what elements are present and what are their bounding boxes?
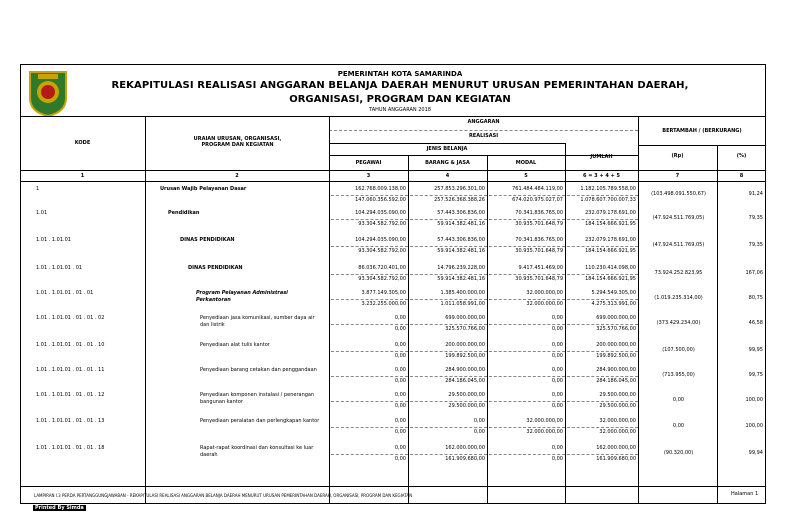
row-code: 1.01 . 1.01.01 <box>36 237 71 243</box>
realisasi-value: 32.000.000,00 <box>526 429 563 435</box>
footer-rule <box>20 486 766 487</box>
cell-divider <box>489 351 565 352</box>
realisasi-value: 199.892.500,00 <box>596 353 636 359</box>
cell-divider <box>489 299 565 300</box>
row-description: Program Pelayanan Administrasi Perkantoran <box>196 290 288 303</box>
cell-divider <box>489 324 565 325</box>
col-bertambah: BERTAMBAH / (BERKURANG) <box>662 128 742 134</box>
anggaran-value: 0,00 <box>551 342 563 348</box>
cell-divider <box>489 427 565 428</box>
difference-rp: (107.500,00) <box>662 347 695 353</box>
realisasi-value: 0,00 <box>551 378 563 384</box>
anggaran-value: 162.000.000,00 <box>445 445 485 451</box>
anggaran-value: 284.900.000,00 <box>445 367 485 373</box>
anggaran-value: 29.500.000,00 <box>448 392 485 398</box>
difference-rp: (47.924.511.769,05) <box>652 215 705 221</box>
cell-divider <box>410 299 487 300</box>
col-jumlah: JUMLAH <box>590 154 613 160</box>
cell-divider <box>331 351 408 352</box>
row-description: DINAS PENDIDIKAN <box>180 237 235 243</box>
anggaran-value: 0,00 <box>394 367 406 373</box>
difference-rp: (373.429.234,00) <box>656 320 701 326</box>
difference-pct: 100,00 <box>745 397 763 403</box>
cell-divider <box>567 246 638 247</box>
difference-rp: (47.924.511.769,05) <box>652 242 705 248</box>
difference-rp: (103.498.091.550,67) <box>651 191 706 197</box>
difference-rp: (90.320,00) <box>663 450 694 456</box>
cell-divider <box>567 401 638 402</box>
difference-rp: 73.924.252.823,95 <box>654 270 703 276</box>
row-description: Penyediaan peralatan dan perlengkapan kantor <box>200 418 320 424</box>
realisasi-value: 0,00 <box>551 456 563 462</box>
col-num-1: 1 <box>80 173 85 179</box>
cell-divider <box>410 195 487 196</box>
col-num-3: 3 <box>366 173 371 179</box>
anggaran-value: 32.000.000,00 <box>599 418 636 424</box>
realisasi-value: 1.011.058.991,00 <box>440 301 485 307</box>
realisasi-value: 32.000.000,00 <box>526 301 563 307</box>
cell-divider <box>489 195 565 196</box>
realisasi-value: 0,00 <box>551 326 563 332</box>
col-rp: (Rp) <box>671 153 684 159</box>
difference-rp: (713.955,00) <box>662 372 695 378</box>
anggaran-value: 0,00 <box>394 342 406 348</box>
realisasi-value: 30.935.701.648,79 <box>515 248 563 254</box>
realisasi-value: 284.186.045,00 <box>445 378 485 384</box>
anggaran-value: 86.036.720.401,00 <box>358 265 406 271</box>
realisasi-value: 0,00 <box>394 403 406 409</box>
realisasi-value: 257.526.368.388,26 <box>434 197 485 203</box>
realisasi-value: 29.500.000,00 <box>599 403 636 409</box>
row-code: 1.01 . 1.01.01 . 01 . 01 <box>36 290 94 296</box>
anggaran-value: 9.417.451.469,00 <box>518 265 563 271</box>
cell-divider <box>331 401 408 402</box>
anggaran-value: 104.294.035.090,00 <box>355 237 406 243</box>
cell-divider <box>331 299 408 300</box>
anggaran-value: 699.000.000,00 <box>445 315 485 321</box>
realisasi-value: 29.500.000,00 <box>448 403 485 409</box>
col-num-5: 5 <box>524 173 528 179</box>
difference-pct: 99,94 <box>748 450 763 456</box>
row-code: 1.01 . 1.01.01 . 01 . 01 . 10 <box>36 342 105 348</box>
cell-divider <box>489 219 565 220</box>
col-kode: KODE <box>74 140 91 146</box>
cell-divider <box>410 427 487 428</box>
report-title-line1: REKAPITULASI REALISASI ANGGARAN BELANJA DAERAH MENURUT URUSAN PEMERINTAHAN DAERAH, <box>111 80 689 91</box>
realisasi-value: 93.304.582.792,00 <box>358 276 406 282</box>
difference-pct: 99,75 <box>748 372 763 378</box>
anggaran-value: 232.079.178.691,00 <box>585 210 636 216</box>
anggaran-value: 162.768.009.138,00 <box>355 186 406 192</box>
realisasi-value: 0,00 <box>473 429 485 435</box>
cell-divider <box>489 454 565 455</box>
cell-divider <box>410 219 487 220</box>
realisasi-value: 161.909.680,00 <box>445 456 485 462</box>
anggaran-value: 162.000.000,00 <box>596 445 636 451</box>
col-num-6: 6 = 3 + 4 + 5 <box>583 173 620 179</box>
cell-divider <box>410 376 487 377</box>
col-realisasi: REALISASI <box>468 133 499 139</box>
cell-divider <box>567 195 638 196</box>
realisasi-value: 0,00 <box>551 353 563 359</box>
anggaran-value: 57.443.306.836,00 <box>437 210 485 216</box>
anggaran-value: 0,00 <box>551 445 563 451</box>
realisasi-value: 147.060.356.592,00 <box>355 197 406 203</box>
realisasi-value: 30.935.701.648,79 <box>515 276 563 282</box>
anggaran-value: 0,00 <box>551 315 563 321</box>
anggaran-value: 32.000.000,00 <box>526 290 563 296</box>
fiscal-year: TAHUN ANGGARAN 2018 <box>369 107 431 113</box>
realisasi-value: 93.304.582.792,00 <box>358 248 406 254</box>
difference-pct: 46,58 <box>748 320 763 326</box>
row-code: 1.01 . 1.01.01 . 01 . 01 . 18 <box>36 445 105 451</box>
row-code: 1.01 . 1.01.01 . 01 . 01 . 13 <box>36 418 105 424</box>
jenis-top-rule <box>329 143 565 144</box>
cell-divider <box>567 376 638 377</box>
anggaran-value: 32.000.000,00 <box>526 418 563 424</box>
realisasi-value: 3.232.255.000,00 <box>361 301 406 307</box>
anggaran-value: 0,00 <box>394 418 406 424</box>
cell-divider <box>567 274 638 275</box>
cell-divider <box>410 454 487 455</box>
col-anggaran: ANGGARAN <box>467 119 500 125</box>
realisasi-value: 161.909.680,00 <box>596 456 636 462</box>
realisasi-value: 184.154.666.921,95 <box>585 248 636 254</box>
cell-divider <box>567 299 638 300</box>
government-name: PEMERINTAH KOTA SAMARINDA <box>337 70 463 78</box>
row-description: Rapat-rapat koordinasi dan konsultasi ke luar daerah <box>200 445 314 458</box>
difference-pct: 79,35 <box>748 215 763 221</box>
anggaran-value: 200.000.000,00 <box>445 342 485 348</box>
cell-divider <box>331 274 408 275</box>
col-pct: (%) <box>736 153 747 159</box>
row-code: 1.01 . 1.01.01 . 01 . 01 . 12 <box>36 392 105 398</box>
realisasi-value: 59.914.382.481,16 <box>437 221 485 227</box>
cell-divider <box>567 324 638 325</box>
realisasi-value: 0,00 <box>394 353 406 359</box>
realisasi-value: 284.186.045,00 <box>596 378 636 384</box>
printed-by: Printed By Simda <box>35 505 84 511</box>
difference-rp: 0,00 <box>672 397 685 403</box>
realisasi-value: 59.914.382.481,16 <box>437 276 485 282</box>
anggaran-value: 70.341,836.765,00 <box>515 210 563 216</box>
cell-divider <box>567 219 638 220</box>
cell-divider <box>410 401 487 402</box>
cell-divider <box>331 376 408 377</box>
col-barang-jasa: BARANG & JASA <box>425 160 470 166</box>
anggaran-value: 257.853.296.301,00 <box>434 186 485 192</box>
anggaran-value: 0,00 <box>394 445 406 451</box>
row-code: 1 <box>36 186 40 192</box>
report-title-line2: ORGANISASI, PROGRAM DAN KEGIATAN <box>289 94 511 105</box>
cell-divider <box>331 219 408 220</box>
anggaran-value: 5.294.549.305,00 <box>591 290 636 296</box>
realisasi-value: 0,00 <box>394 429 406 435</box>
realisasi-value: 325.570.766,00 <box>596 326 636 332</box>
difference-pct: 100,00 <box>745 423 763 429</box>
anggaran-value: 1.385.400.000,00 <box>440 290 485 296</box>
row-description: Urusan Wajib Pelayanan Dasar <box>160 186 247 192</box>
cell-divider <box>410 274 487 275</box>
row-description: Penyediaan barang cetakan dan penggandaan <box>200 367 317 373</box>
cell-divider <box>331 246 408 247</box>
cell-divider <box>567 454 638 455</box>
realisasi-value: 1.078.607.700.007,33 <box>580 197 636 203</box>
col-num-7: 7 <box>675 173 680 179</box>
cell-divider <box>331 195 408 196</box>
realisasi-value: 0,00 <box>394 378 406 384</box>
row-description: Penyediaan jasa komunikasi, sumber daya air dan listrik <box>200 315 315 328</box>
realisasi-value: 32.000.000,00 <box>599 429 636 435</box>
anggaran-value: 110.230.414.098,00 <box>585 265 636 271</box>
bertambah-rule <box>638 145 766 146</box>
difference-rp: 0,00 <box>672 423 685 429</box>
page-number: Halaman 1 <box>731 491 759 497</box>
cell-divider <box>410 351 487 352</box>
header-bottom-rule <box>20 181 766 182</box>
col-jenis-belanja: JENIS BELANJA <box>426 146 468 152</box>
anggaran-value: 70.341.836.765,00 <box>515 237 563 243</box>
row-description: Pendidikan <box>168 210 200 216</box>
realisasi-value: 0,00 <box>551 403 563 409</box>
row-description: Penyediaan komponen instalasi / penerangan bangunan kantor <box>200 392 315 405</box>
cell-divider <box>331 427 408 428</box>
cell-divider <box>567 351 638 352</box>
realisasi-value: 30.935.701.648,79 <box>515 221 563 227</box>
difference-pct: 80,75 <box>748 295 763 301</box>
row-code: 1.01 . 1.01.01 . 01 . 01 . 02 <box>36 315 105 321</box>
anggaran-realisasi-divider <box>329 130 638 131</box>
header-top-rule <box>20 116 766 117</box>
col-pegawai: PEGAWAI <box>355 160 382 166</box>
realisasi-value: 199.892.500,00 <box>445 353 485 359</box>
cell-divider <box>567 427 638 428</box>
anggaran-value: 232.079.178.691,00 <box>585 237 636 243</box>
anggaran-value: 0,00 <box>394 392 406 398</box>
anggaran-value: 14.796.239.228,00 <box>437 265 485 271</box>
difference-pct: 91,24 <box>748 191 763 197</box>
realisasi-value: 0,00 <box>394 326 406 332</box>
cell-divider <box>489 376 565 377</box>
realisasi-value: 93.304.582.792,00 <box>358 221 406 227</box>
anggaran-value: 104.294.035.090,00 <box>355 210 406 216</box>
cell-divider <box>331 454 408 455</box>
footer-note: LAMPIRAN I.3 PERDA PERTANGGUNGJAWABAN - REKAPITULASI REALISASI ANGGARAN BELANJA DAERAH MENURUT URUSAN PEMERINTAHAN DAERAH, ORGANISASI, PROGRAM DAN KEGIATAN <box>34 493 413 498</box>
col-num-8: 8 <box>739 173 744 179</box>
realisasi-value: 325.570.766,00 <box>445 326 485 332</box>
col-uraian: URAIAN URUSAN, ORGANISASI, PROGRAM DAN KEGIATAN <box>193 136 282 148</box>
difference-pct: 79,35 <box>748 242 763 248</box>
anggaran-value: 1.182.105.789.558,00 <box>580 186 636 192</box>
anggaran-value: 699.000.000,00 <box>596 315 636 321</box>
difference-pct: 99,95 <box>748 347 763 353</box>
difference-pct: 167,06 <box>745 270 763 276</box>
col-modal: MODAL <box>515 160 537 166</box>
cell-divider <box>331 324 408 325</box>
cell-divider <box>489 401 565 402</box>
realisasi-value: 674.020.975.027,07 <box>512 197 563 203</box>
realisasi-value: 184.154.666.921,95 <box>585 221 636 227</box>
realisasi-value: 0,00 <box>394 456 406 462</box>
anggaran-value: 200.000.000,00 <box>596 342 636 348</box>
anggaran-value: 0,00 <box>551 392 563 398</box>
anggaran-value: 0,00 <box>551 367 563 373</box>
realisasi-value: 59.914.382.481,16 <box>437 248 485 254</box>
realisasi-value: 4.275.313.991,00 <box>591 301 636 307</box>
anggaran-value: 29.500.000,00 <box>599 392 636 398</box>
cell-divider <box>410 246 487 247</box>
cell-divider <box>489 246 565 247</box>
col-num-2: 2 <box>235 173 239 179</box>
realisasi-value: 184.154.666.921,95 <box>585 276 636 282</box>
cell-divider <box>489 274 565 275</box>
header-number-rule <box>20 170 766 171</box>
row-description: Penyediaan alat tulis kantor <box>200 342 270 348</box>
difference-rp: (1.019.235.314,00) <box>654 295 703 301</box>
anggaran-value: 57.443.306.836,00 <box>437 237 485 243</box>
row-description: DINAS PENDIDIKAN <box>188 265 243 271</box>
anggaran-value: 284.900.000,00 <box>596 367 636 373</box>
anggaran-value: 761.484.484.119,00 <box>512 186 563 192</box>
row-code: 1.01 <box>36 210 48 216</box>
cell-divider <box>410 324 487 325</box>
row-code: 1.01 . 1.01.01 . 01 . 01 . 11 <box>36 367 105 373</box>
anggaran-value: 0,00 <box>473 418 485 424</box>
col-num-4: 4 <box>445 173 450 179</box>
row-code: 1.01 . 1.01.01 . 01 <box>36 265 83 271</box>
anggaran-value: 0,00 <box>394 315 406 321</box>
anggaran-value: 3.877.149.305,00 <box>361 290 406 296</box>
